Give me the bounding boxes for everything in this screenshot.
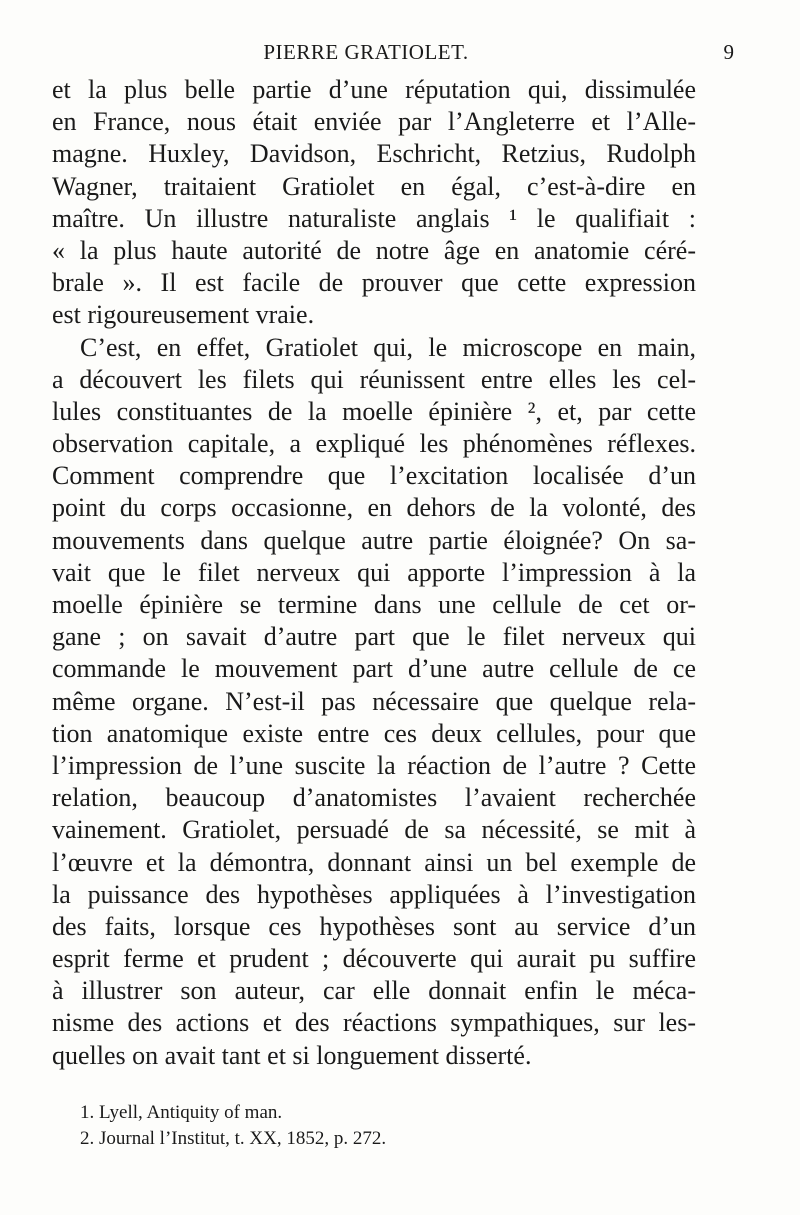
footnote-2: 2. Journal l’Institut, t. XX, 1852, p. 272.	[80, 1128, 387, 1149]
text-line: à illustrer son auteur, car elle donnait enfin le méca-	[52, 976, 696, 1006]
text-line: quelles on avait tant et si longuement disserté.	[52, 1040, 532, 1070]
text-line: l’impression de l’une suscite la réaction de l’autre ? Cette	[52, 750, 696, 780]
running-head: PIERRE GRATIOLET.	[263, 40, 469, 64]
text-line: lules constituantes de la moelle épinière ², et, par cette	[52, 396, 696, 426]
text-line: a découvert les filets qui réunissent entre elles les cel-	[52, 364, 696, 394]
text-line: C’est, en effet, Gratiolet qui, le microscope en main,	[80, 332, 696, 362]
text-line: moelle épinière se termine dans une cellule de cet or-	[52, 590, 696, 619]
text-line: gane ; on savait d’autre part que le filet nerveux qui	[52, 622, 696, 652]
text-line: vainement. Gratiolet, persuadé de sa nécessité, se mit à	[52, 815, 696, 845]
text-line: et la plus belle partie d’une réputation qui, dissimulée	[52, 75, 696, 104]
text-line: des faits, lorsque ces hypothèses sont au service d’un	[52, 911, 696, 941]
text-line: magne. Huxley, Davidson, Eschricht, Retzius, Rudolph	[52, 139, 696, 169]
text-line: mouvements dans quelque autre partie éloignée? On sa-	[52, 525, 696, 555]
text-line: esprit ferme et prudent ; découverte qui aurait pu suffire	[52, 944, 696, 974]
text-line: vait que le filet nerveux qui apporte l’impression à la	[52, 557, 696, 587]
footnotes	[80, 1100, 680, 1152]
page-number: 9	[723, 40, 734, 64]
body-text	[52, 74, 696, 1072]
text-line: tion anatomique existe entre ces deux cellules, pour que	[52, 718, 696, 748]
text-line: nisme des actions et des réactions sympathiques, sur les-	[52, 1008, 696, 1038]
text-line: Wagner, traitaient Gratiolet en égal, c’est-à-dire en	[52, 171, 696, 201]
text-line: commande le mouvement part d’une autre cellule de ce	[52, 654, 696, 684]
text-line: même organe. N’est-il pas nécessaire que quelque rela-	[52, 686, 696, 716]
text-line: observation capitale, a expliqué les phénomènes réflexes.	[52, 429, 696, 459]
text-line: point du corps occasionne, en dehors de la volonté, des	[52, 493, 696, 523]
text-line: brale ». Il est facile de prouver que cette expression	[52, 268, 696, 298]
page-header	[50, 40, 734, 74]
text-line: maître. Un illustre naturaliste anglais ¹ le qualifiait :	[52, 203, 696, 233]
text-line: Comment comprendre que l’excitation localisée d’un	[52, 461, 696, 491]
text-line: est rigoureusement vraie.	[52, 300, 315, 330]
footnote-1: 1. Lyell, Antiquity of man.	[80, 1102, 283, 1123]
text-line: l’œuvre et la démontra, donnant ainsi un bel exemple de	[52, 847, 696, 877]
text-line: en France, nous était enviée par l’Angleterre et l’Alle-	[52, 107, 696, 137]
text-line: relation, beaucoup d’anatomistes l’avaient recherchée	[52, 783, 696, 813]
text-line: « la plus haute autorité de notre âge en anatomie céré-	[52, 235, 696, 265]
text-line: la puissance des hypothèses appliquées à l’investigation	[52, 879, 696, 909]
